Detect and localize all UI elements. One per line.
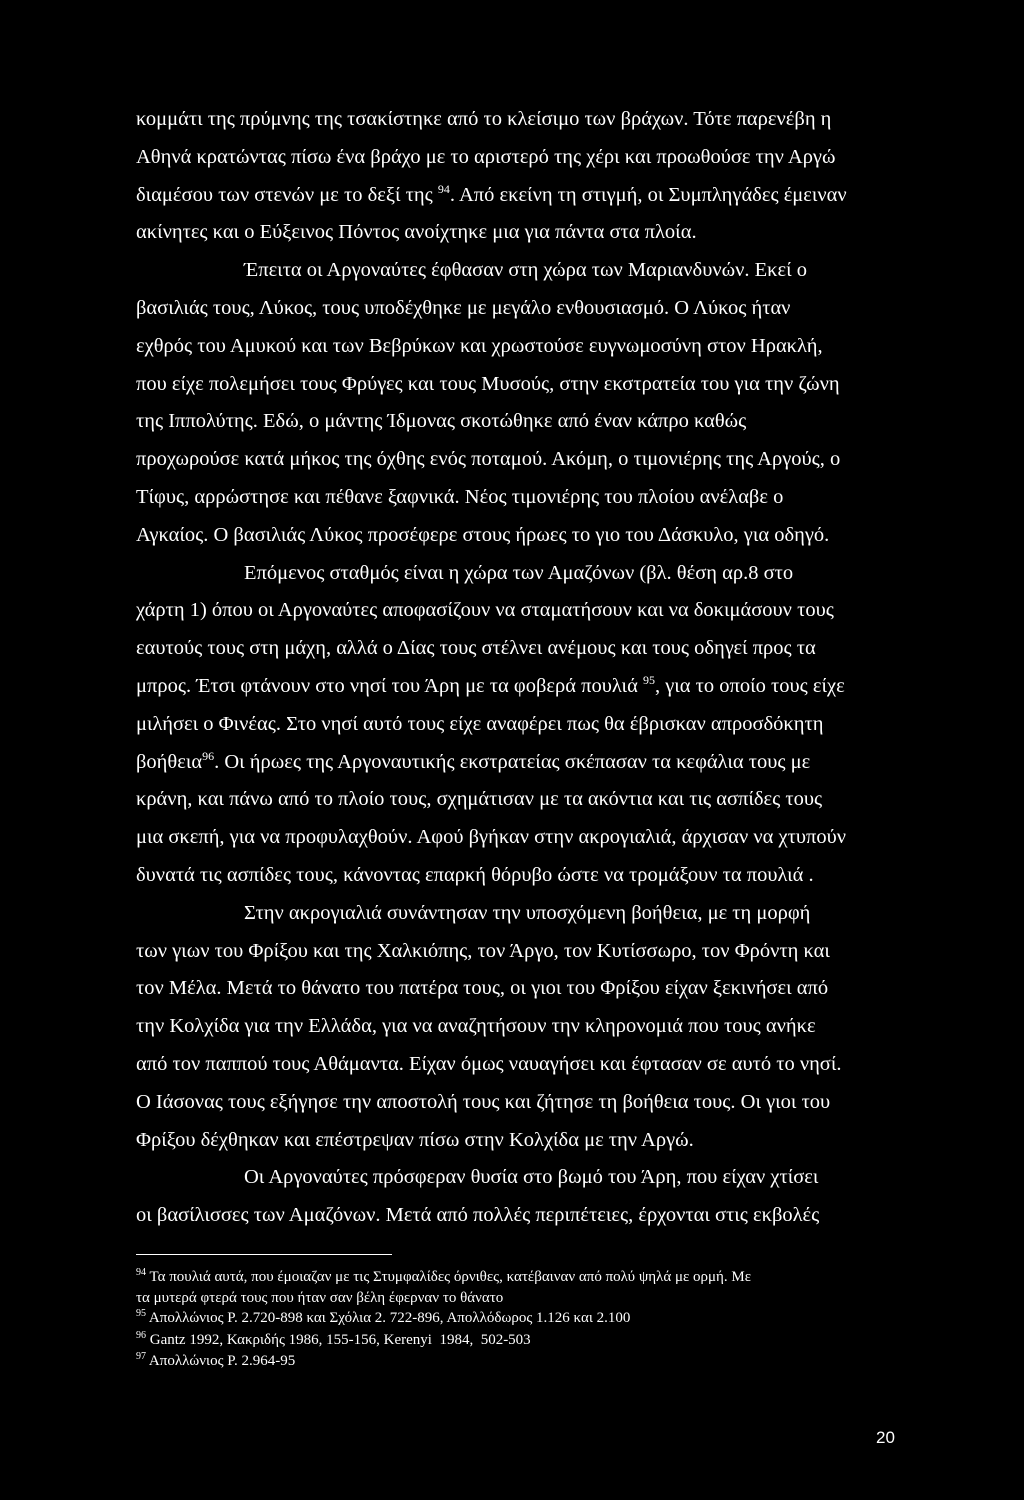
body-line [136,1013,816,1039]
text-run: Στην ακρογιαλιά συνάντησαν την υποσχόμενη βοήθεια, με τη μορφή [244,902,811,924]
body-line [136,824,846,850]
body-line [136,1127,694,1153]
footnote-ref: 96 [136,1330,146,1341]
body-line [136,219,697,245]
text-run: Επόμενος σταθμός είναι η χώρα των Αμαζόνων (βλ. θέση αρ.8 στο [244,562,794,584]
footnote-ref: 94 [437,182,450,197]
body-line [244,900,810,926]
text-run: μπρος. Έτσι φτάνουν στο νησί του Άρη με τα φοβερά πουλιά [136,675,643,697]
text-run: βοήθεια [136,751,203,773]
text-run: δυνατά τις ασπίδες τους, κάνοντας επαρκή θόρυβο ώστε να τρομάξουν τα πουλιά . [136,864,814,886]
body-line [136,446,840,472]
footnote-separator [136,1254,392,1255]
text-run: ακίνητες και ο Εύξεινος Πόντος ανοίχτηκε μια για πάντα στα πλοία. [136,221,697,243]
body-line [136,711,823,737]
body-line [136,749,810,775]
text-run: Αγκαίος. Ο βασιλιάς Λύκος προσέφερε στους ήρωες το γιο του Δάσκυλο, για οδηγό. [136,524,830,546]
text-run: τα μυτερά φτερά τους που ήταν σαν βέλη έφερναν το θάνατο [136,1290,504,1306]
footnote-ref: 96 [202,749,215,764]
footnote-line [136,1330,531,1350]
body-line [136,635,816,661]
body-line [244,1164,818,1190]
body-line [136,182,847,208]
text-run: μιλήσει ο Φινέας. Στο νησί αυτό τους είχε αναφέρει πως θα έβρισκαν απροσδόκητη [136,713,824,735]
text-run: εχθρός του Αμυκού και των Βεβρύκων και χρωστούσε ευγνωμοσύνη στον Ηρακλή, [136,335,823,357]
text-run: προχωρούσε κατά μήκος της όχθης ενός ποταμού. Ακόμη, ο τιμονιέρης της Αργούς, ο [136,448,841,470]
footnote-line [136,1288,503,1308]
text-run: βασιλιάς τους, Λύκος, τους υποδέχθηκε με μεγάλο ενθουσιασμό. Ο Λύκος ήταν [136,297,791,319]
text-run: Αθηνά κρατώντας πίσω ένα βράχο με το αριστερό της χέρι και προωθούσε την Αργώ [136,146,836,168]
body-line [136,144,835,170]
footnote-line [136,1267,751,1287]
body-line [136,106,831,132]
footnote-ref: 95 [136,1308,146,1319]
body-line [136,333,823,359]
text-run: εαυτούς τους στη μάχη, αλλά ο Δίας τους στέλνει ανέμους και τους οδηγεί προς τα [136,637,816,659]
body-line [136,1202,819,1228]
text-run: Απολλώνιος Ρ. 2.964-95 [146,1353,296,1369]
text-run: κράνη, και πάνω από το πλοίο τους, σχημάτισαν με τα ακόντια και τις ασπίδες τους [136,788,823,810]
text-run: Τίφυς, αρρώστησε και πέθανε ξαφνικά. Νέος τιμονιέρης του πλοίου ανέλαβε ο [136,486,784,508]
body-line [136,484,783,510]
text-run: Έπειτα οι Αργοναύτες έφθασαν στη χώρα των Μαριανδυνών. Εκεί ο [244,259,807,281]
body-line [136,975,828,1001]
footnote-line [136,1351,295,1371]
body-line [136,408,746,434]
footnote-ref: 94 [136,1267,146,1278]
footnote-ref: 97 [136,1351,146,1362]
text-run: Τα πουλιά αυτά, που έμοιαζαν με τις Στυμφαλίδες όρνιθες, κατέβαιναν από πολύ ψηλά με ορμή. Με [146,1269,752,1285]
text-run: . Οι ήρωες της Αργοναυτικής εκστρατείας σκέπασαν τα κεφάλια τους με [214,751,811,773]
body-line [136,673,845,699]
text-run: μια σκεπή, για να προφυλαχθούν. Αφού βγήκαν στην ακρογιαλιά, άρχισαν να χτυπούν [136,826,846,848]
text-run: χάρτη 1) όπου οι Αργοναύτες αποφασίζουν να σταματήσουν και να δοκιμάσουν τους [136,599,834,621]
text-run: των γιων του Φρίξου και της Χαλκιόπης, τον Άργο, τον Κυτίσσωρο, τον Φρόντη και [136,940,830,962]
body-line [136,597,834,623]
body-line [136,862,814,888]
text-run: διαμέσου των στενών με το δεξί της [136,184,438,206]
text-run: οι βασίλισσες των Αμαζόνων. Μετά από πολλές περιπέτειες, έρχονται στις εκβολές [136,1204,820,1226]
text-run: , για το οποίο τους είχε [654,675,845,697]
text-run: Φρίξου δέχθηκαν και επέστρεψαν πίσω στην Κολχίδα με την Αργώ. [136,1129,694,1151]
body-line [136,522,829,548]
body-line [244,560,793,586]
text-run: Απολλώνιος Ρ. 2.720-898 και Σχόλια 2. 722-896, Απολλόδωρος 1.126 και 2.100 [146,1310,631,1326]
text-run: Gantz 1992, Κακριδής 1986, 155-156, Kerenyi 1984, 502-503 [146,1332,531,1348]
body-line [136,1089,830,1115]
text-run: . Από εκείνη τη στιγμή, οι Συμπληγάδες έμειναν [449,184,847,206]
text-run: που είχε πολεμήσει τους Φρύγες και τους Μυσούς, στην εκστρατεία του για την ζώνη [136,373,840,395]
body-line [136,1051,842,1077]
body-line [136,295,790,321]
body-line [244,257,807,283]
footnote-ref: 95 [642,673,655,688]
body-line [136,786,822,812]
body-line [136,938,830,964]
body-line [136,371,840,397]
text-run: Οι Αργοναύτες πρόσφεραν θυσία στο βωμό του Άρη, που είχαν χτίσει [244,1166,819,1188]
page-number: 20 [876,1428,895,1447]
text-run: κομμάτι της πρύμνης της τσακίστηκε από το κλείσιμο των βράχων. Τότε παρενέβη η [136,108,832,130]
text-run: την Κολχίδα για την Ελλάδα, για να αναζητήσουν την κληρονομιά που τους ανήκε [136,1015,816,1037]
footnote-line [136,1308,630,1328]
text-run: τον Μέλα. Μετά το θάνατο του πατέρα τους, οι γιοι του Φρίξου είχαν ξεκινήσει από [136,977,829,999]
text-run: της Ιππολύτης. Εδώ, ο μάντης Ίδμονας σκοτώθηκε από έναν κάπρο καθώς [136,410,747,432]
text-run: Ο Ιάσονας τους εξήγησε την αποστολή τους και ζήτησε τη βοήθεια τους. Οι γιοι του [136,1091,831,1113]
text-run: από τον παππού τους Αθάμαντα. Είχαν όμως ναυαγήσει και έφτασαν σε αυτό το νησί. [136,1053,842,1075]
